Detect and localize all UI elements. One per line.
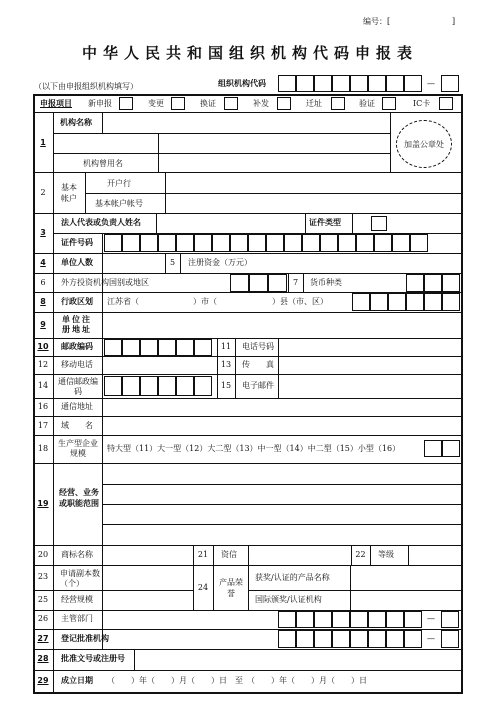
column-line (165, 172, 166, 213)
org-code-box[interactable] (296, 75, 314, 92)
row-number: 3 (40, 228, 46, 237)
column-line (248, 545, 249, 610)
postcode-box[interactable] (140, 339, 158, 356)
option-ic-card-checkbox[interactable] (439, 97, 453, 110)
row-number: 18 (37, 444, 49, 453)
option-reissue-checkbox[interactable] (277, 97, 291, 110)
registered-address-label: 单位注册地址 (62, 315, 92, 334)
enterprise-scale-options: 特大型（11）大一型（12）大二型（13）中一型（14）中二型（15）小型（16） (107, 444, 401, 453)
region-code-box[interactable] (442, 293, 460, 311)
mail-address-label: 通信地址 (61, 402, 93, 411)
currency-label: 货币种类 (310, 278, 342, 287)
dept-code-box[interactable] (332, 611, 350, 628)
established-date-label: 成立日期 (61, 676, 93, 685)
scale-code-box[interactable] (442, 440, 460, 457)
mail-postcode-box[interactable] (122, 376, 140, 396)
row-number: 21 (197, 550, 209, 559)
cert-digit-box[interactable] (122, 234, 140, 252)
filled-by-note: （以下由申报组织机构填写） (34, 82, 138, 91)
org-code-box[interactable] (404, 75, 422, 92)
option-new-checkbox[interactable] (119, 97, 133, 110)
established-date-range: （ ）年（ ）月（ ）日 至 （ ）年（ ）月（ ）日 (107, 676, 367, 685)
authority-code-dash: — (427, 634, 435, 643)
cert-number-label: 证件号码 (61, 238, 93, 247)
row-line (53, 153, 390, 154)
cert-digit-box[interactable] (356, 234, 374, 252)
email-label: 电子邮件 (242, 381, 274, 390)
grade-label: 等级 (378, 550, 394, 559)
authority-code-box[interactable] (332, 630, 350, 648)
cert-digit-box[interactable] (194, 234, 212, 252)
column-line (213, 545, 214, 610)
approval-authority-label: 登记批准机构 (61, 634, 109, 643)
postcode-box[interactable] (122, 339, 140, 356)
region-code-box[interactable] (370, 293, 388, 311)
cert-digit-box[interactable] (392, 234, 410, 252)
column-line (180, 253, 181, 273)
legal-rep-label: 法人代表或负责人姓名 (61, 218, 141, 227)
row-line (33, 463, 463, 464)
row-number: 15 (220, 381, 232, 390)
postcode-box[interactable] (158, 339, 176, 356)
org-code-dash: — (427, 79, 435, 88)
award-agency-label: 国际颁奖/认证机构 (255, 595, 322, 604)
row-number: 9 (40, 320, 46, 329)
row-line (33, 356, 463, 357)
row-number: 4 (40, 258, 46, 267)
option-renew: 换证 (200, 99, 216, 108)
row-line (33, 112, 463, 113)
mail-postcode-box[interactable] (176, 376, 194, 396)
row-line (33, 398, 463, 399)
serial-number-close: ] (452, 17, 456, 26)
country-code-box[interactable] (230, 274, 249, 292)
authority-code-box[interactable] (404, 630, 422, 648)
row-line (33, 213, 463, 214)
row-line (248, 590, 463, 591)
row-number: 16 (37, 402, 49, 411)
org-code-label: 组织机构代码 (218, 79, 266, 88)
staff-count-label: 单位人数 (61, 258, 93, 267)
region-code-box[interactable] (424, 293, 442, 311)
column-line (85, 172, 86, 213)
row-number: 22 (355, 550, 366, 559)
postcode-label: 邮政编码 (61, 342, 93, 351)
row-number: 17 (37, 421, 49, 430)
phone-label: 电话号码 (242, 342, 274, 351)
authority-code-box[interactable] (278, 630, 296, 648)
column-line (53, 112, 54, 692)
column-line (303, 273, 304, 293)
country-code-box[interactable] (249, 274, 268, 292)
row-number: 7 (292, 278, 299, 287)
cert-digit-box[interactable] (212, 234, 230, 252)
org-code-check-box[interactable] (441, 75, 459, 92)
bank-label: 开户行 (107, 179, 131, 188)
row-number: 20 (37, 550, 49, 559)
trademark-label: 商标名称 (61, 550, 93, 559)
row-line (33, 312, 463, 313)
column-line (305, 213, 306, 234)
option-change-checkbox[interactable] (171, 97, 185, 110)
mail-postcode-box[interactable] (104, 376, 122, 396)
cert-digit-box[interactable] (410, 234, 428, 252)
frame-right-border (461, 94, 463, 694)
cert-digit-box[interactable] (158, 234, 176, 252)
org-code-box[interactable] (278, 75, 296, 92)
cert-digit-box[interactable] (320, 234, 338, 252)
row-number: 8 (40, 297, 46, 306)
row-number: 12 (37, 360, 49, 369)
county-text: ）县（市、区） (272, 297, 328, 306)
row-number: 14 (37, 381, 49, 390)
row-line (33, 435, 463, 436)
postcode-box[interactable] (194, 339, 212, 356)
row-line (33, 172, 463, 173)
cert-digit-box[interactable] (176, 234, 194, 252)
row-line (53, 133, 390, 134)
option-reissue: 补发 (253, 99, 269, 108)
row-number: 19 (37, 499, 49, 508)
cert-digit-box[interactable] (140, 234, 158, 252)
option-relocate: 迁址 (306, 99, 322, 108)
dept-code-box[interactable] (296, 611, 314, 628)
domain-label: 域 名 (61, 421, 93, 430)
province-text: 江苏省（ (107, 297, 139, 306)
cert-digit-box[interactable] (374, 234, 392, 252)
country-code-box[interactable] (268, 274, 287, 292)
form-title: 中华人民共和国组织机构代码申报表 (81, 44, 418, 62)
column-line (102, 112, 103, 133)
option-new: 新申报 (88, 99, 112, 108)
org-code-box[interactable] (332, 75, 350, 92)
row-line (103, 484, 463, 485)
frame-left-border (33, 94, 35, 694)
option-relocate-checkbox[interactable] (331, 97, 345, 110)
mail-postcode-box[interactable] (158, 376, 176, 396)
row-line (103, 524, 463, 525)
supervisor-dept-label: 主管部门 (61, 614, 93, 623)
option-renew-checkbox[interactable] (224, 97, 238, 110)
dept-code-box[interactable] (314, 611, 332, 628)
product-honor-label: 产品荣誉 (219, 578, 243, 598)
mobile-label: 移动电话 (61, 360, 93, 369)
row-number: 6 (40, 278, 46, 287)
row-line (33, 338, 463, 339)
business-scope-label: 经营、业务或职能范围 (59, 488, 99, 508)
region-code-box[interactable] (352, 293, 370, 311)
row-line (33, 670, 463, 671)
currency-code-box[interactable] (424, 274, 442, 292)
org-name-label: 机构名称 (60, 118, 92, 127)
authority-code-box[interactable] (350, 630, 368, 648)
fax-label: 传 真 (242, 360, 274, 369)
org-code-box[interactable] (350, 75, 368, 92)
row-number: 28 (37, 654, 49, 663)
mail-postcode-box[interactable] (194, 376, 212, 396)
currency-code-box[interactable] (406, 274, 424, 292)
option-verify-checkbox[interactable] (382, 97, 396, 110)
row-number: 23 (37, 572, 49, 581)
row-number: 26 (37, 614, 49, 623)
city-text: ）市（ (193, 297, 217, 306)
authority-check-box[interactable] (441, 630, 459, 648)
column-line (102, 233, 103, 313)
option-ic-card: IC卡 (413, 99, 431, 108)
row-number: 13 (220, 360, 232, 369)
application-type-label: 申报项目 (40, 99, 72, 108)
scale-code-box[interactable] (424, 440, 442, 457)
postcode-box[interactable] (104, 339, 122, 356)
account-number-label: 基本帐户帐号 (95, 199, 143, 208)
cert-digit-box[interactable] (104, 234, 122, 252)
row-number: 11 (220, 342, 232, 351)
column-line (156, 213, 157, 234)
credit-label: 资信 (221, 550, 237, 559)
row-number: 29 (37, 676, 49, 685)
org-code-box[interactable] (314, 75, 332, 92)
column-line (408, 545, 409, 565)
row-number: 5 (169, 258, 176, 267)
option-change: 变更 (148, 99, 164, 108)
business-scale-label: 经营规模 (61, 595, 93, 604)
cert-digit-box[interactable] (266, 234, 284, 252)
column-line (102, 312, 103, 545)
currency-code-box[interactable] (442, 274, 460, 292)
admin-region-label: 行政区划 (61, 297, 93, 306)
column-line (390, 112, 391, 173)
cert-type-label: 证件类型 (309, 218, 341, 227)
row-number: 2 (40, 188, 46, 197)
row-line (85, 193, 463, 194)
approval-number-label: 批准文号或注册号 (61, 654, 125, 663)
dept-code-dash: — (427, 614, 435, 623)
cert-digit-box[interactable] (302, 234, 320, 252)
foreign-investor-label: 外方投资机构国别或地区 (61, 278, 149, 287)
cert-type-box[interactable] (371, 216, 387, 231)
row-number: 1 (40, 138, 46, 147)
authority-code-box[interactable] (314, 630, 332, 648)
dept-check-box[interactable] (441, 611, 459, 628)
region-code-box[interactable] (388, 293, 406, 311)
cert-digit-box[interactable] (230, 234, 248, 252)
row-line (33, 416, 463, 417)
serial-number-label: 编号：[ (363, 17, 391, 26)
column-line (352, 213, 353, 234)
registered-capital-label: 注册资金（万元） (188, 258, 252, 267)
former-name-label: 机构曾用名 (83, 159, 123, 168)
column-line (235, 338, 236, 398)
column-line (158, 133, 159, 173)
mail-postcode-label: 通信邮政编码 (58, 377, 98, 396)
org-code-box[interactable] (386, 75, 404, 92)
mail-postcode-box[interactable] (140, 376, 158, 396)
authority-code-box[interactable] (386, 630, 404, 648)
region-code-box[interactable] (406, 293, 424, 311)
cert-digit-box[interactable] (284, 234, 302, 252)
authority-code-box[interactable] (368, 630, 386, 648)
copies-label: 申请副本数（个） (60, 569, 100, 588)
column-line (278, 338, 279, 398)
row-line (103, 504, 463, 505)
enterprise-scale-label: 生产型企业规模 (58, 439, 98, 458)
basic-account-label: 基本帐户 (61, 183, 77, 203)
awarded-products-label: 获奖/认证的产品名称 (255, 573, 330, 582)
cert-digit-box[interactable] (248, 234, 266, 252)
row-line (33, 590, 193, 591)
column-line (134, 649, 135, 670)
dept-code-box[interactable] (278, 611, 296, 628)
option-verify: 验证 (359, 99, 375, 108)
dept-code-box[interactable] (404, 611, 422, 628)
org-code-box[interactable] (368, 75, 386, 92)
row-number: 24 (197, 583, 209, 592)
row-line (33, 374, 463, 375)
row-number: 10 (37, 342, 49, 351)
column-line (350, 565, 351, 610)
frame-bottom-border (33, 692, 463, 694)
frame-top-border (33, 94, 463, 96)
row-line (33, 253, 463, 254)
dept-code-box[interactable] (368, 611, 386, 628)
dept-code-box[interactable] (350, 611, 368, 628)
seal-area-label: 加盖公章处 (404, 140, 444, 149)
row-line (33, 649, 463, 650)
dept-code-box[interactable] (386, 611, 404, 628)
row-number: 25 (37, 595, 49, 604)
authority-code-box[interactable] (296, 630, 314, 648)
postcode-box[interactable] (176, 339, 194, 356)
cert-digit-box[interactable] (338, 234, 356, 252)
column-line (370, 545, 371, 565)
row-number: 27 (37, 634, 49, 643)
